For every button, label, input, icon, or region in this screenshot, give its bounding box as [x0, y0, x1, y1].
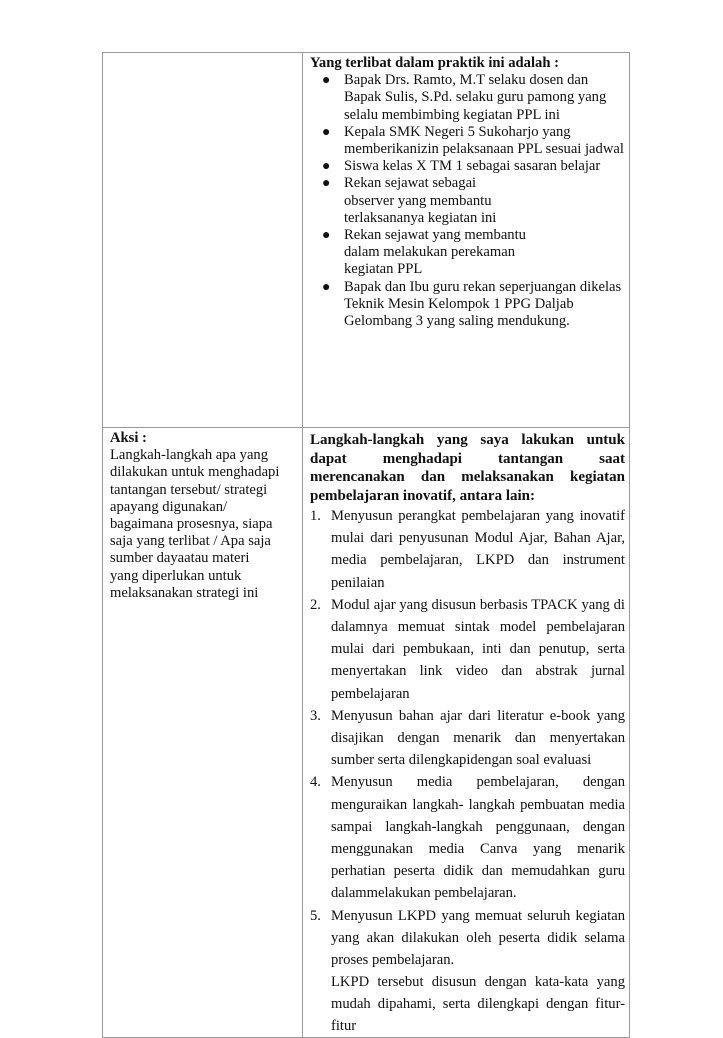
list-item: ● Kepala SMK Negeri 5 Sukoharjo yang memberikanizin pelaksanaan PPL sesuai jadwal — [322, 123, 624, 158]
reflection-table — [102, 52, 630, 1038]
list-item: 4. Menyusun media pembelajaran, dengan menguraikan langkah- langkah pembuatan media sampai langkah-langkah penggunaan, dengan menggunakan media Canva yang menarik perhatian peserta didik dan memudahkan guru dalammelakukan pembelajaran. — [310, 774, 625, 902]
list-item: 2. Modul ajar yang disusun berbasis TPACK yang di dalamnya memuat sintak model pembelajaran mulai dari pembukaan, inti dan penutup, serta menyertakan link video dan abstrak jurnal pembelajaran — [310, 596, 625, 702]
list-item: ● Bapak dan Ibu guru rekan seperjuangan dikelas Teknik Mesin Kelompok 1 PPG Daljab Gelombang 3 yang saling mendukung. — [322, 278, 622, 330]
involved-list — [310, 72, 624, 330]
bullet-icon: ● — [322, 176, 331, 192]
table-row — [103, 53, 630, 428]
list-item: 1. Menyusun perangkat pembelajaran yang inovatif mulai dari penyusunan Modul Ajar, Bahan Ajar, media pembelajaran, LKPD dan instrument penilaian — [310, 508, 625, 591]
row2-right-cell — [303, 428, 630, 1038]
list-item: ● Bapak Drs. Ramto, M.T selaku dosen dan Bapak Sulis, S.Pd. selaku guru pamong yang selalu membimbing kegiatan PPL ini — [322, 72, 607, 123]
row2-left-cell — [103, 428, 303, 1038]
list-item: 5. Menyusun LKPD yang memuat seluruh kegiatan yang akan dilakukan oleh peserta didik selama proses pembelajaran. LKPD tersebut disusun dengan kata-kata yang mudah dipahami, serta dilengkapi dengan fitur-fitur — [310, 905, 625, 1038]
steps-intro: Langkah-langkah yang saya lakukan untuk dapat menghadapi tantangan saat merencanakan dan melaksanakan kegiatan pembelajaran inovatif, antara lain: — [310, 432, 625, 504]
bullet-icon: ● — [322, 73, 331, 89]
steps-list — [310, 505, 625, 1037]
row1-left-cell — [103, 53, 303, 428]
bullet-icon: ● — [322, 159, 331, 175]
bullet-icon: ● — [322, 124, 331, 140]
involved-heading: Yang terlibat dalam praktik ini adalah : — [310, 55, 559, 71]
bullet-icon: ● — [322, 279, 331, 295]
aksi-label: Aksi : — [110, 430, 147, 446]
list-item: ● Siswa kelas X TM 1 sebagai sasaran belajar — [322, 158, 601, 175]
row1-right-cell — [303, 53, 630, 428]
list-item: ● Rekan sejawat sebagai observer yang membantu terlaksananya kegiatan ini — [322, 175, 497, 226]
list-item: ● Rekan sejawat yang membantu dalam melakukan perekaman kegiatan PPL — [322, 227, 526, 278]
aksi-prompt: Langkah-langkah apa yang dilakukan untuk menghadapi tantangan tersebut/ strategi apayang digunakan/ bagaimana prosesnya, siapa saja yang terlibat / Apa saja sumber dayaatau materi yang diperlukan untuk melaksanakan strategi ini — [110, 447, 280, 601]
bullet-icon: ● — [322, 228, 331, 244]
table-row — [103, 428, 630, 1038]
row1-left-text — [103, 53, 302, 55]
step-5-note: LKPD tersebut disusun dengan kata-kata yang mudah dipahami, serta dilengkapi dengan fitur-fitur — [331, 974, 625, 1035]
list-item: 3. Menyusun bahan ajar dari literatur e-book yang disajikan dengan menarik dan menyertakan sumber serta dilengkapidengan soal evaluasi — [310, 707, 625, 769]
